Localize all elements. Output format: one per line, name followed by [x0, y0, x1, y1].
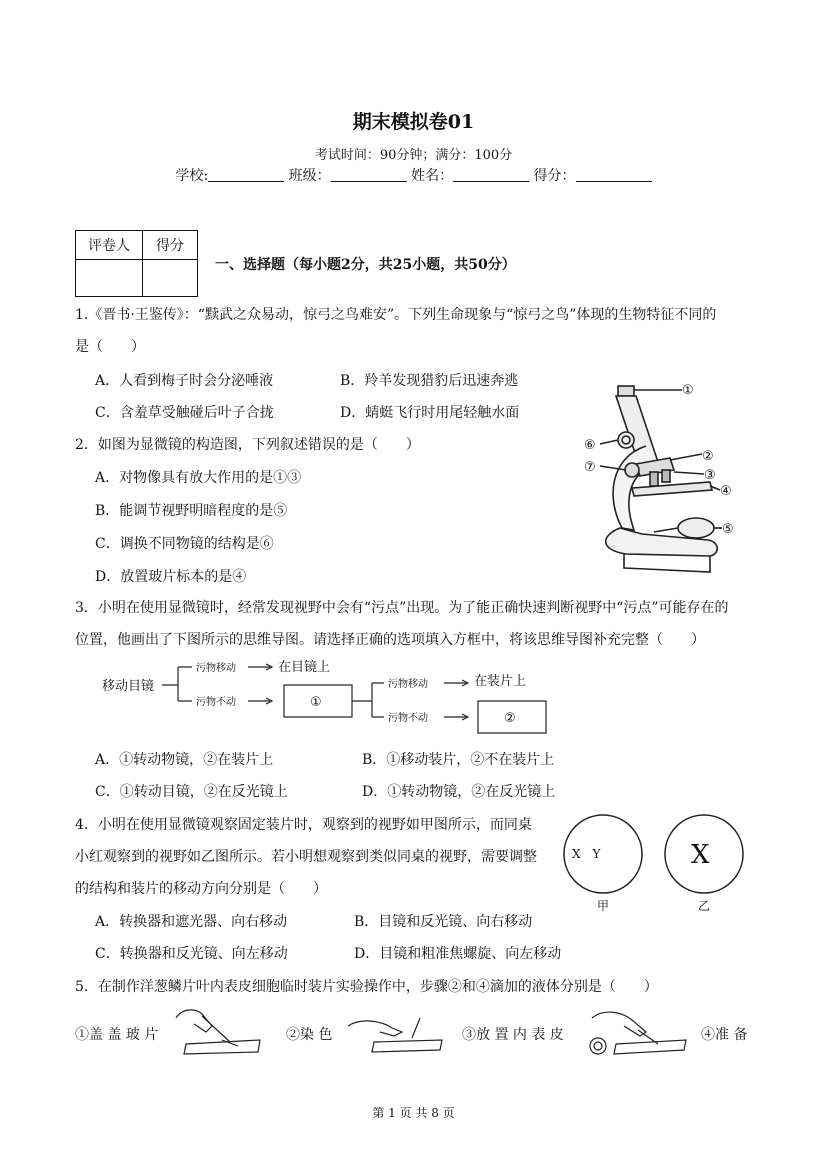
q1-option-d[interactable]: D．蜻蜓飞行时用尾轻触水面 — [340, 405, 520, 421]
q3-option-c[interactable]: C．①转动目镜，②在反光镜上 — [95, 784, 288, 800]
label-2: ② — [702, 449, 714, 464]
q4-option-d[interactable]: D．目镜和粗准焦螺旋、向左移动 — [354, 946, 562, 962]
label-6: ⑥ — [584, 438, 596, 453]
label-5: ⑤ — [722, 522, 734, 537]
score-header: 得分 — [143, 231, 198, 260]
step2-illustration — [344, 1014, 444, 1054]
q4-stem-line2: 小红观察到的视野如乙图所示。若小明想观察到类似同桌的视野，需要调整 — [75, 849, 537, 865]
q4-option-a[interactable]: A．转换器和遮光器、向右移动 — [95, 914, 288, 930]
q2-option-b[interactable]: B．能调节视野明暗程度的是⑤ — [95, 503, 288, 519]
class-blank[interactable] — [331, 167, 407, 182]
mindmap-result-eyepiece: 在目镜上 — [278, 660, 331, 675]
class-label: 班级： — [288, 168, 331, 184]
q5-step3: ③放 置 内 表 皮 — [462, 1027, 564, 1043]
q2-option-a[interactable]: A．对物像具有放大作用的是①③ — [95, 470, 302, 486]
exam-info: 考试时间：90分钟；满分：100分 — [314, 148, 513, 163]
q3-option-b[interactable]: B．①移动装片，②不在装片上 — [362, 752, 555, 768]
field-of-view-figure — [560, 815, 750, 915]
field-jia-label: 甲 — [597, 899, 610, 913]
q2-stem: 2．如图为显微镜的构造图，下列叙述错误的是（ ） — [75, 437, 420, 453]
q1-option-b[interactable]: B．羚羊发现猎豹后迅速奔逃 — [340, 373, 519, 389]
page-title: 期末模拟卷01 — [352, 111, 475, 133]
q2-option-c[interactable]: C．调换不同物镜的结构是⑥ — [95, 536, 274, 552]
mindmap-branch-move: 污物移动 — [196, 663, 236, 674]
step1-illustration — [172, 1004, 264, 1056]
page-footer: 第 1 页 共 8 页 — [372, 1106, 455, 1120]
mindmap-root: 移动目镜 — [102, 679, 155, 694]
q2-option-d[interactable]: D．放置玻片标本的是④ — [95, 569, 247, 585]
q4-stem-line3: 的结构和装片的移动方向分别是（ ） — [75, 881, 327, 897]
microscope-figure — [570, 378, 750, 578]
q4-option-c[interactable]: C．转换器和反光镜、向左移动 — [95, 946, 288, 962]
label-4: ④ — [720, 484, 732, 499]
field-yi-label: 乙 — [698, 899, 711, 913]
q4-stem-line1: 4．小明在使用显微镜观察固定装片时，观察到的视野如甲图所示，而同桌 — [75, 817, 532, 833]
name-blank[interactable] — [453, 167, 529, 182]
grader-header: 评卷人 — [76, 231, 143, 260]
school-blank[interactable] — [208, 167, 284, 182]
q3-stem-line2: 位置，他画出了下图所示的思维导图。请选择正确的选项填入方框中，将该思维导图补充完整（ ） — [75, 632, 705, 648]
grader-score-table — [75, 230, 198, 297]
score-cell[interactable] — [143, 260, 198, 297]
label-7: ⑦ — [584, 460, 596, 475]
mindmap-figure — [100, 655, 560, 735]
field-jia-letters: X Y — [572, 847, 601, 861]
q3-option-d[interactable]: D．①转动物镜，②在反光镜上 — [362, 784, 556, 800]
q1-option-c[interactable]: C．含羞草受触碰后叶子合拢 — [95, 405, 274, 421]
mindmap-branch-still: 污物不动 — [196, 697, 236, 708]
q5-stem: 5．在制作洋葱鳞片叶内表皮细胞临时装片实验操作中，步骤②和④滴加的液体分别是（ ） — [75, 979, 658, 995]
q3-stem-line1: 3．小明在使用显微镜时，经常发现视野中会有“污点”出现。为了能正确快速判断视野中“污点”可能存在的 — [75, 600, 729, 616]
q5-step1: ①盖 盖 玻 片 — [75, 1027, 159, 1043]
field-yi-letter: X — [691, 840, 710, 870]
q5-step2: ②染 色 — [286, 1027, 333, 1043]
score-blank[interactable] — [576, 167, 652, 182]
step3-illustration — [582, 1006, 688, 1056]
q1-option-a[interactable]: A．人看到梅子时会分泌唾液 — [95, 373, 274, 389]
school-label: 学校: — [175, 168, 209, 184]
mindmap-box1: ① — [310, 695, 322, 710]
mindmap-box2: ② — [504, 711, 516, 726]
student-info-line — [0, 165, 827, 185]
q3-option-a[interactable]: A．①转动物镜，②在装片上 — [95, 752, 274, 768]
score-label: 得分： — [533, 168, 576, 184]
q5-step4: ④准 备 — [701, 1027, 748, 1043]
q4-option-b[interactable]: B．目镜和反光镜、向右移动 — [354, 914, 533, 930]
name-label: 姓名： — [411, 168, 454, 184]
q1-stem-line2: 是（ ） — [75, 339, 145, 355]
q1-stem-line1: 1.《晋书·王鉴传》：“黩武之众易动，惊弓之鸟难安”。下列生命现象与“惊弓之鸟”体现的生物特征不同的 — [75, 307, 717, 323]
mindmap-result-slide: 在装片上 — [474, 674, 527, 689]
grader-cell[interactable] — [76, 260, 143, 297]
section-title: 一、选择题（每小题2分，共25小题，共50分） — [215, 257, 516, 273]
label-1: ① — [682, 383, 694, 398]
label-3: ③ — [704, 468, 716, 483]
mindmap-branch-still2: 污物不动 — [388, 713, 428, 724]
mindmap-branch-move2: 污物移动 — [388, 679, 428, 690]
